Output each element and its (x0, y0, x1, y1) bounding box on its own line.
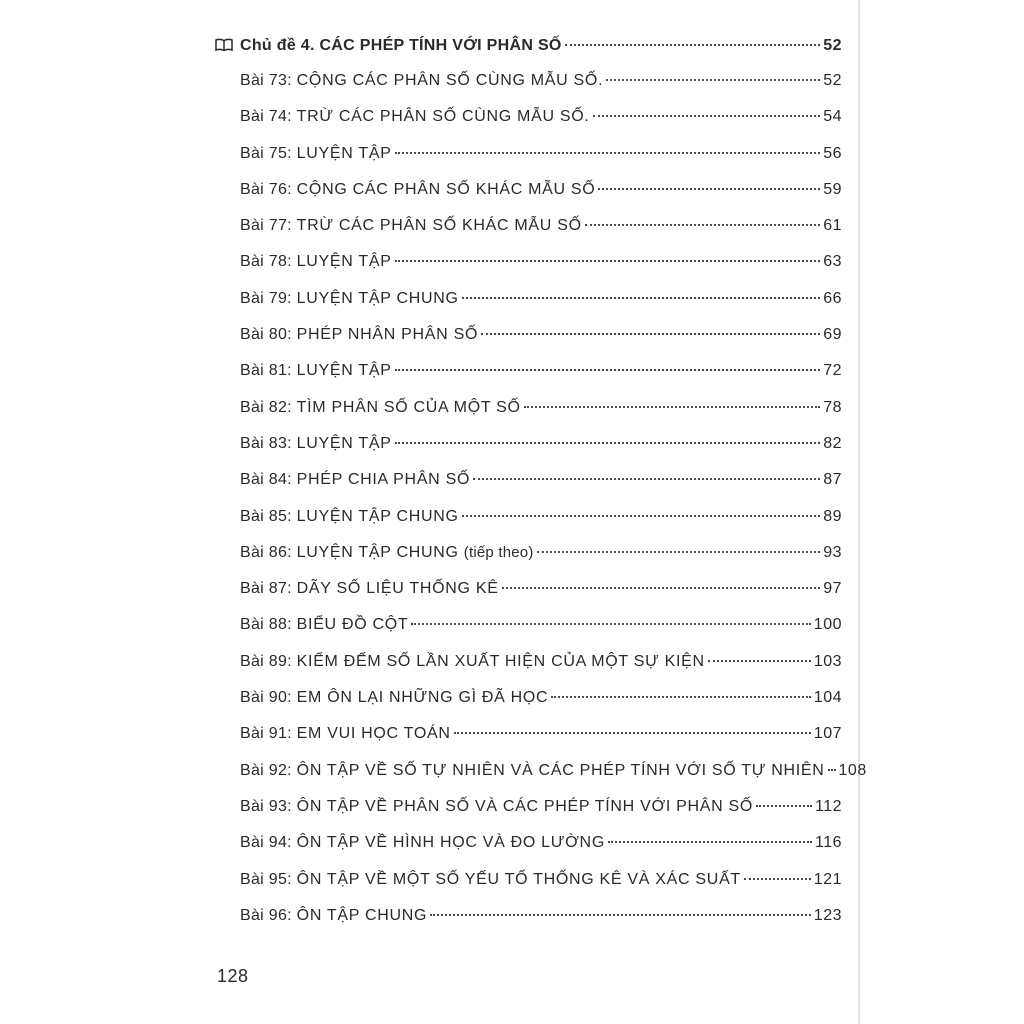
lesson-title-wrap (297, 653, 705, 671)
lesson-page-number: 52 (823, 72, 842, 89)
lesson-number: Bài 87: (240, 580, 292, 598)
toc-entry[interactable] (215, 471, 842, 507)
lesson-title-wrap (297, 544, 534, 562)
lesson-page-number: 108 (838, 761, 867, 779)
lesson-title-wrap (297, 145, 392, 163)
toc-entry[interactable] (215, 907, 842, 943)
dot-leader (524, 406, 821, 408)
lesson-page-number: 100 (813, 616, 842, 634)
toc-entry[interactable] (215, 834, 842, 870)
lesson-page-number: 97 (823, 580, 842, 598)
table-of-contents (215, 36, 867, 943)
lesson-title-wrap (297, 834, 605, 852)
lesson-page-number: 78 (823, 398, 842, 416)
lesson-page-number: 61 (823, 217, 842, 235)
dot-leader (565, 44, 821, 46)
toc-entry[interactable] (215, 798, 842, 834)
toc-entry[interactable] (215, 761, 867, 798)
toc-entry[interactable] (215, 181, 842, 217)
chapter-heading[interactable] (215, 36, 842, 72)
dot-leader (606, 79, 820, 81)
lesson-page-number: 121 (813, 870, 842, 888)
dot-leader (473, 478, 820, 480)
dot-leader (708, 660, 811, 662)
dot-leader (608, 841, 812, 843)
lesson-number: Bài 86: (240, 543, 292, 561)
lesson-title: EM VUI HỌC TOÁN (296, 725, 451, 743)
dot-leader (454, 732, 811, 734)
lesson-page-number: 56 (823, 144, 842, 162)
lesson-page-number: 112 (814, 797, 842, 815)
lesson-title-wrap (297, 108, 590, 126)
lesson-page-number: 69 (823, 326, 842, 344)
lesson-title: KIỂM ĐẾM SỐ LẦN XUẤT HIỆN CỦA MỘT SỰ KIỆN (296, 652, 705, 670)
lesson-number: Bài 92: (240, 761, 292, 779)
lesson-number: Bài 82: (240, 398, 292, 416)
lesson-number: Bài 75: (240, 144, 292, 162)
lesson-number: Bài 83: (240, 434, 292, 452)
lesson-title-wrap (297, 72, 604, 90)
lesson-title: ÔN TẬP VỀ SỐ TỰ NHIÊN VÀ CÁC PHÉP TÍNH VỚI SỐ TỰ NHIÊN (296, 761, 825, 779)
toc-entry[interactable] (215, 145, 842, 181)
lesson-number: Bài 77: (240, 217, 292, 235)
toc-entry[interactable] (215, 689, 842, 725)
lesson-number: Bài 79: (240, 289, 292, 307)
dot-leader (395, 442, 821, 444)
lesson-title: BIỂU ĐỒ CỘT (296, 616, 409, 634)
lesson-number: Bài 76: (240, 180, 292, 198)
lesson-page-number: 87 (823, 471, 842, 489)
lesson-page-number: 93 (823, 543, 842, 561)
lesson-number: Bài 89: (240, 652, 292, 670)
lesson-title: ÔN TẬP CHUNG (296, 906, 428, 924)
lesson-title: LUYỆN TẬP (296, 434, 392, 452)
lesson-page-number: 59 (823, 180, 842, 198)
lesson-title-wrap (297, 762, 825, 780)
lesson-title-wrap (297, 508, 459, 526)
toc-entry[interactable] (215, 653, 842, 689)
dot-leader (481, 333, 820, 335)
lesson-page-number: 103 (813, 652, 842, 670)
lesson-title: TÌM PHÂN SỐ CỦA MỘT SỐ (296, 398, 521, 416)
lesson-page-number: 72 (823, 362, 842, 380)
dot-leader (395, 369, 821, 371)
entry-list (215, 72, 867, 943)
lesson-number: Bài 88: (240, 616, 292, 634)
lesson-title: CỘNG CÁC PHÂN SỐ KHÁC MẪU SỐ (296, 180, 596, 198)
lesson-number: Bài 84: (240, 471, 292, 489)
toc-entry[interactable] (215, 435, 842, 471)
lesson-title-wrap (297, 290, 459, 308)
lesson-number: Bài 94: (240, 834, 292, 852)
toc-entry[interactable] (215, 108, 842, 144)
lesson-page-number: 89 (823, 507, 842, 525)
toc-entry[interactable] (215, 871, 842, 907)
lesson-title: LUYỆN TẬP CHUNG (296, 543, 459, 561)
lesson-title-wrap (297, 616, 409, 634)
lesson-title-wrap (297, 798, 753, 816)
lesson-title-wrap (297, 580, 499, 598)
lesson-page-number: 107 (813, 725, 842, 743)
lesson-title: LUYỆN TẬP (296, 144, 392, 162)
lesson-title-wrap (297, 362, 392, 380)
lesson-title: LUYỆN TẬP (296, 253, 392, 271)
dot-leader (462, 297, 821, 299)
lesson-number: Bài 85: (240, 507, 292, 525)
lesson-number: Bài 73: (240, 72, 292, 89)
lesson-title-wrap (297, 217, 582, 235)
chapter-title: Chủ đề 4. CÁC PHÉP TÍNH VỚI PHÂN SỐ (240, 37, 562, 54)
toc-entry[interactable] (215, 544, 842, 580)
dot-leader (593, 115, 821, 117)
lesson-page-number: 123 (813, 906, 842, 924)
page-edge (858, 0, 1024, 1024)
lesson-number: Bài 80: (240, 326, 292, 344)
dot-leader (430, 914, 811, 916)
dot-leader (744, 878, 811, 880)
dot-leader (756, 805, 812, 807)
lesson-title-wrap (297, 326, 478, 344)
toc-entry[interactable] (215, 253, 842, 289)
lesson-title: EM ÔN LẠI NHỮNG GÌ ĐÃ HỌC (296, 689, 549, 707)
lesson-title: ÔN TẬP VỀ HÌNH HỌC VÀ ĐO LƯỜNG (296, 834, 605, 852)
lesson-title-wrap (297, 907, 428, 925)
toc-entry[interactable] (215, 725, 842, 761)
dot-leader (551, 696, 810, 698)
toc-entry[interactable] (215, 326, 842, 362)
dot-leader (598, 188, 820, 190)
lesson-title: LUYỆN TẬP CHUNG (296, 507, 459, 525)
lesson-page-number: 116 (814, 834, 842, 852)
lesson-title-wrap (297, 871, 741, 889)
lesson-title-wrap (297, 725, 451, 743)
toc-entry[interactable] (215, 72, 842, 108)
dot-leader (537, 551, 821, 553)
lesson-page-number: 104 (813, 689, 842, 707)
toc-entry[interactable] (215, 217, 842, 253)
lesson-number: Bài 90: (240, 689, 292, 707)
lesson-title: PHÉP NHÂN PHÂN SỐ (296, 326, 479, 344)
toc-entry[interactable] (215, 580, 842, 616)
lesson-page-number: 63 (823, 253, 842, 271)
dot-leader (828, 769, 836, 771)
lesson-number: Bài 74: (240, 108, 292, 126)
lesson-title-wrap (297, 253, 392, 271)
lesson-title: TRỪ CÁC PHÂN SỐ CÙNG MẪU SỐ. (296, 108, 590, 126)
dot-leader (411, 623, 810, 625)
toc-entry[interactable] (215, 508, 842, 544)
lesson-title: TRỪ CÁC PHÂN SỐ KHÁC MẪU SỐ (296, 217, 582, 235)
dot-leader (502, 587, 821, 589)
lesson-number: Bài 96: (240, 906, 292, 924)
toc-entry[interactable] (215, 616, 842, 652)
lesson-title-wrap (297, 689, 549, 707)
lesson-page-number: 66 (823, 289, 842, 307)
book-icon (215, 38, 233, 52)
lesson-number: Bài 81: (240, 362, 292, 380)
lesson-page-number: 82 (823, 434, 842, 452)
lesson-title-wrap (297, 435, 392, 453)
lesson-title: PHÉP CHIA PHÂN SỐ (296, 471, 471, 489)
lesson-title-suffix: (tiếp theo) (463, 543, 534, 561)
chapter-page-number: 52 (823, 37, 842, 54)
toc-entry[interactable] (215, 290, 842, 326)
lesson-title-wrap (297, 471, 470, 489)
lesson-number: Bài 95: (240, 870, 292, 888)
lesson-title: DÃY SỐ LIỆU THỐNG KÊ (296, 580, 499, 598)
lesson-title: ÔN TẬP VỀ PHÂN SỐ VÀ CÁC PHÉP TÍNH VỚI PHÂN SỐ (296, 797, 754, 815)
lesson-number: Bài 93: (240, 797, 292, 815)
lesson-title: LUYỆN TẬP CHUNG (296, 289, 459, 307)
lesson-title: CỘNG CÁC PHÂN SỐ CÙNG MẪU SỐ. (296, 72, 604, 89)
lesson-number: Bài 91: (240, 725, 292, 743)
lesson-title-wrap (297, 181, 596, 199)
page-number: 128 (217, 966, 249, 986)
lesson-number: Bài 78: (240, 253, 292, 271)
dot-leader (585, 224, 820, 226)
dot-leader (462, 515, 821, 517)
lesson-title: LUYỆN TẬP (296, 362, 392, 380)
lesson-title: ÔN TẬP VỀ MỘT SỐ YẾU TỐ THỐNG KÊ VÀ XÁC SUẤT (296, 870, 741, 888)
toc-entry[interactable] (215, 399, 842, 435)
dot-leader (395, 260, 821, 262)
toc-entry[interactable] (215, 362, 842, 398)
dot-leader (395, 152, 821, 154)
lesson-page-number: 54 (823, 108, 842, 126)
lesson-title-wrap (297, 399, 521, 417)
